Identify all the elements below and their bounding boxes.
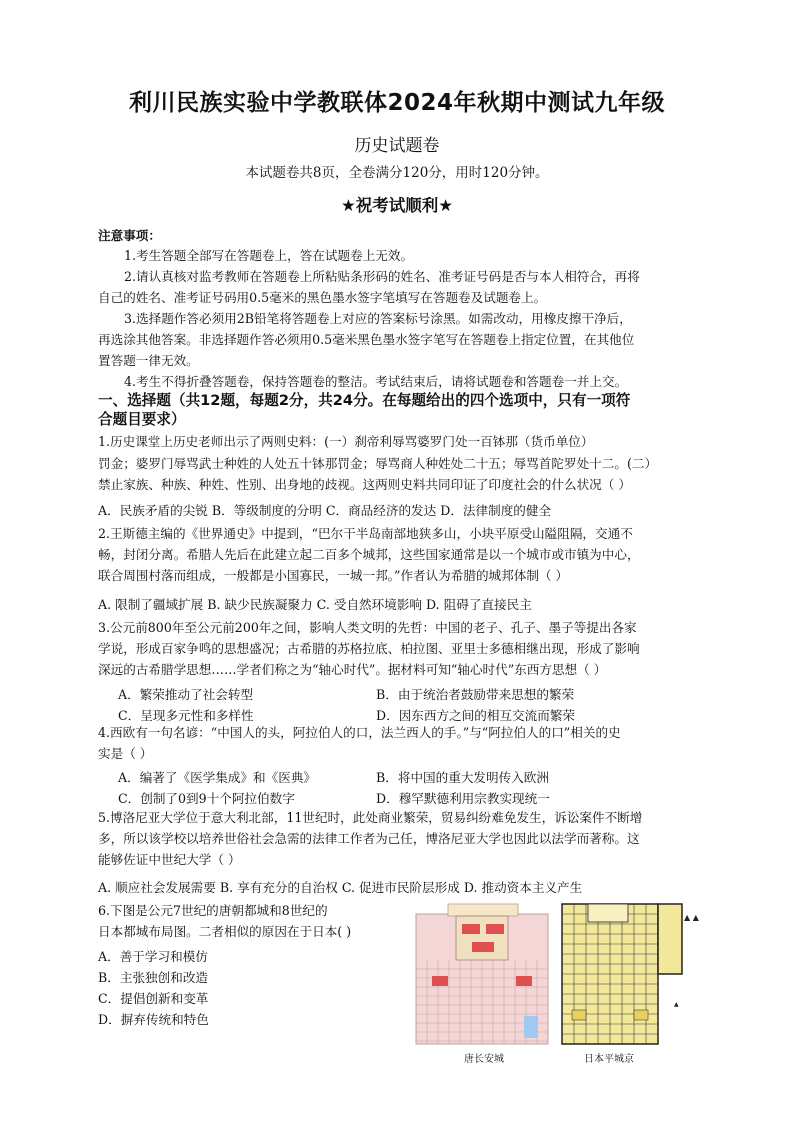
- exam-subtitle: 历史试题卷: [354, 136, 440, 156]
- question-6-option-a: A．善于学习和模仿: [98, 949, 208, 964]
- question-4-option-b: B．将中国的重大发明传入欧洲: [376, 770, 549, 785]
- good-luck-banner: ★祝考试顺利★: [340, 196, 454, 215]
- question-4-text: 4.西欧有一句名谚：“中国人的头，阿拉伯人的口，法兰西人的手。”与“阿拉伯人的口”相关的史: [98, 725, 621, 740]
- note-line: 3.选择题作答必须用2B铅笔将答题卷上对应的答案标号涂黑。如需改动，用橡皮擦干净后，: [124, 311, 632, 326]
- question-3-text: 深远的古希腊学思想……学者们称之为“轴心时代”。据材料可知“轴心时代”东西方思想（ ）: [98, 662, 607, 677]
- question-3-option-d: D．因东西方之间的相互交流而繁荣: [376, 708, 576, 723]
- note-line: 再选涂其他答案。非选择题作答必须用0.5毫米黑色墨水签字笔写在答题卷上指定位置，在其他位: [98, 332, 635, 347]
- question-2-options: A. 限制了疆域扩展 B. 缺少民族凝聚力 C. 受自然环境影响 D. 阻碍了直接民主: [98, 597, 532, 612]
- question-6-option-d: D．摒弃传统和特色: [98, 1012, 209, 1027]
- svg-text:▲: ▲: [674, 1001, 679, 1008]
- city-plans-figure: [412, 900, 702, 1070]
- question-1-text: 1.历史课堂上历史老师出示了两则史料：(一）刹帝利辱骂婆罗门处一百钵那（货币单位）: [98, 434, 594, 449]
- question-1-text: 罚金；婆罗门辱骂武士种姓的人处五十钵那罚金；辱骂商人种姓处二十五；辱骂首陀罗处十二。(二）: [98, 456, 658, 471]
- exam-title: 利川民族实验中学教联体2024年秋期中测试九年级: [128, 90, 665, 116]
- changan-plan: [416, 904, 548, 1044]
- question-1-text: 禁止家族、种族、种姓、性别、出身地的歧视。这两则史料共同印证了印度社会的什么状况（ ）: [98, 477, 631, 492]
- question-2-text: 畅，封闭分离。希腊人先后在此建立起二百多个城邦，这些国家通常是以一个城市或市镇为中心，: [98, 547, 640, 562]
- question-3-option-a: A．繁荣推动了社会转型: [118, 687, 254, 702]
- question-3-option-b: B．由于统治者鼓励带来思想的繁荣: [376, 687, 575, 702]
- question-6-text: 日本都城布局图。二者相似的原因在于日本( ): [98, 924, 352, 939]
- heijokyo-plan: [562, 904, 700, 1044]
- notes-heading: 注意事项：: [98, 228, 161, 243]
- question-4-option-a: A．编著了《医学集成》和《医典》: [118, 770, 317, 785]
- question-4-text: 实是（ ）: [98, 746, 153, 761]
- caption-changan: 唐长安城: [464, 1054, 504, 1065]
- exam-info: 本试题卷共8页，全卷满分120分，用时120分钟。: [245, 165, 549, 181]
- question-6-option-b: B．主张独创和改造: [98, 970, 209, 985]
- note-line: 4.考生不得折叠答题卷，保持答题卷的整洁。考试结束后，请将试题卷和答题卷一并上交。: [124, 374, 628, 389]
- question-5-text: 5.博洛尼亚大学位于意大利北部，11世纪时，此处商业繁荣，贸易纠纷难免发生，诉讼案件不断增: [98, 810, 643, 825]
- question-5-text: 多，所以该学校以培养世俗社会急需的法律工作者为己任，博洛尼亚大学也因此以法学而著称。这: [98, 831, 640, 846]
- question-6-text: 6.下图是公元7世纪的唐朝都城和8世纪的: [98, 903, 328, 918]
- question-3-text: 3.公元前800年至公元前200年之间，影响人类文明的先哲：中国的老子、孔子、墨子等提出各家: [98, 620, 637, 635]
- svg-text:▲ ▲: ▲ ▲: [684, 913, 699, 922]
- question-6-option-c: C．提倡创新和变革: [98, 991, 209, 1006]
- question-5-options: A. 顺应社会发展需要 B. 享有充分的自治权 C. 促进市民阶层形成 D. 推动资本主义产生: [98, 880, 583, 895]
- section-heading: 合题目要求）: [98, 411, 186, 428]
- note-line: 2.请认真核对监考教师在答题卷上所粘贴条形码的姓名、准考证号码是否与本人相符合，再将: [124, 269, 640, 284]
- section-heading: 一、选择题（共12题，每题2分，共24分。在每题给出的四个选项中，只有一项符: [98, 392, 631, 409]
- question-4-option-d: D．穆罕默德利用宗教实现统一: [376, 791, 550, 806]
- caption-heijokyo: 日本平城京: [584, 1054, 634, 1065]
- note-line: 1.考生答题全部写在答题卷上，答在试题卷上无效。: [124, 248, 414, 263]
- question-3-option-c: C．呈现多元性和多样性: [118, 708, 254, 723]
- question-5-text: 能够佐证中世纪大学（ ）: [98, 852, 241, 867]
- note-line: 置答题一律无效。: [98, 353, 199, 368]
- question-2-text: 2.王斯德主编的《世界通史》中提到，“巴尔干半岛南部地狭多山，小块平原受山隘阻隔，交通不: [98, 526, 633, 541]
- note-line: 自己的姓名、准考证号码用0.5毫米的黑色墨水签字笔填写在答题卷及试题卷上。: [98, 290, 547, 305]
- question-1-options: A．民族矛盾的尖锐 B．等级制度的分明 C．商品经济的发达 D．法律制度的健全: [98, 503, 552, 518]
- question-3-text: 学说，形成百家争鸣的思想盛况；古希腊的苏格拉底、柏拉图、亚里士多德相继出现，形成了影响: [98, 641, 640, 656]
- question-2-text: 联合周围村落而组成，一般都是小国寡民，一城一邦。”作者认为希腊的城邦体制（ ）: [98, 568, 569, 583]
- question-4-option-c: C．创制了0到9十个阿拉伯数字: [118, 791, 295, 806]
